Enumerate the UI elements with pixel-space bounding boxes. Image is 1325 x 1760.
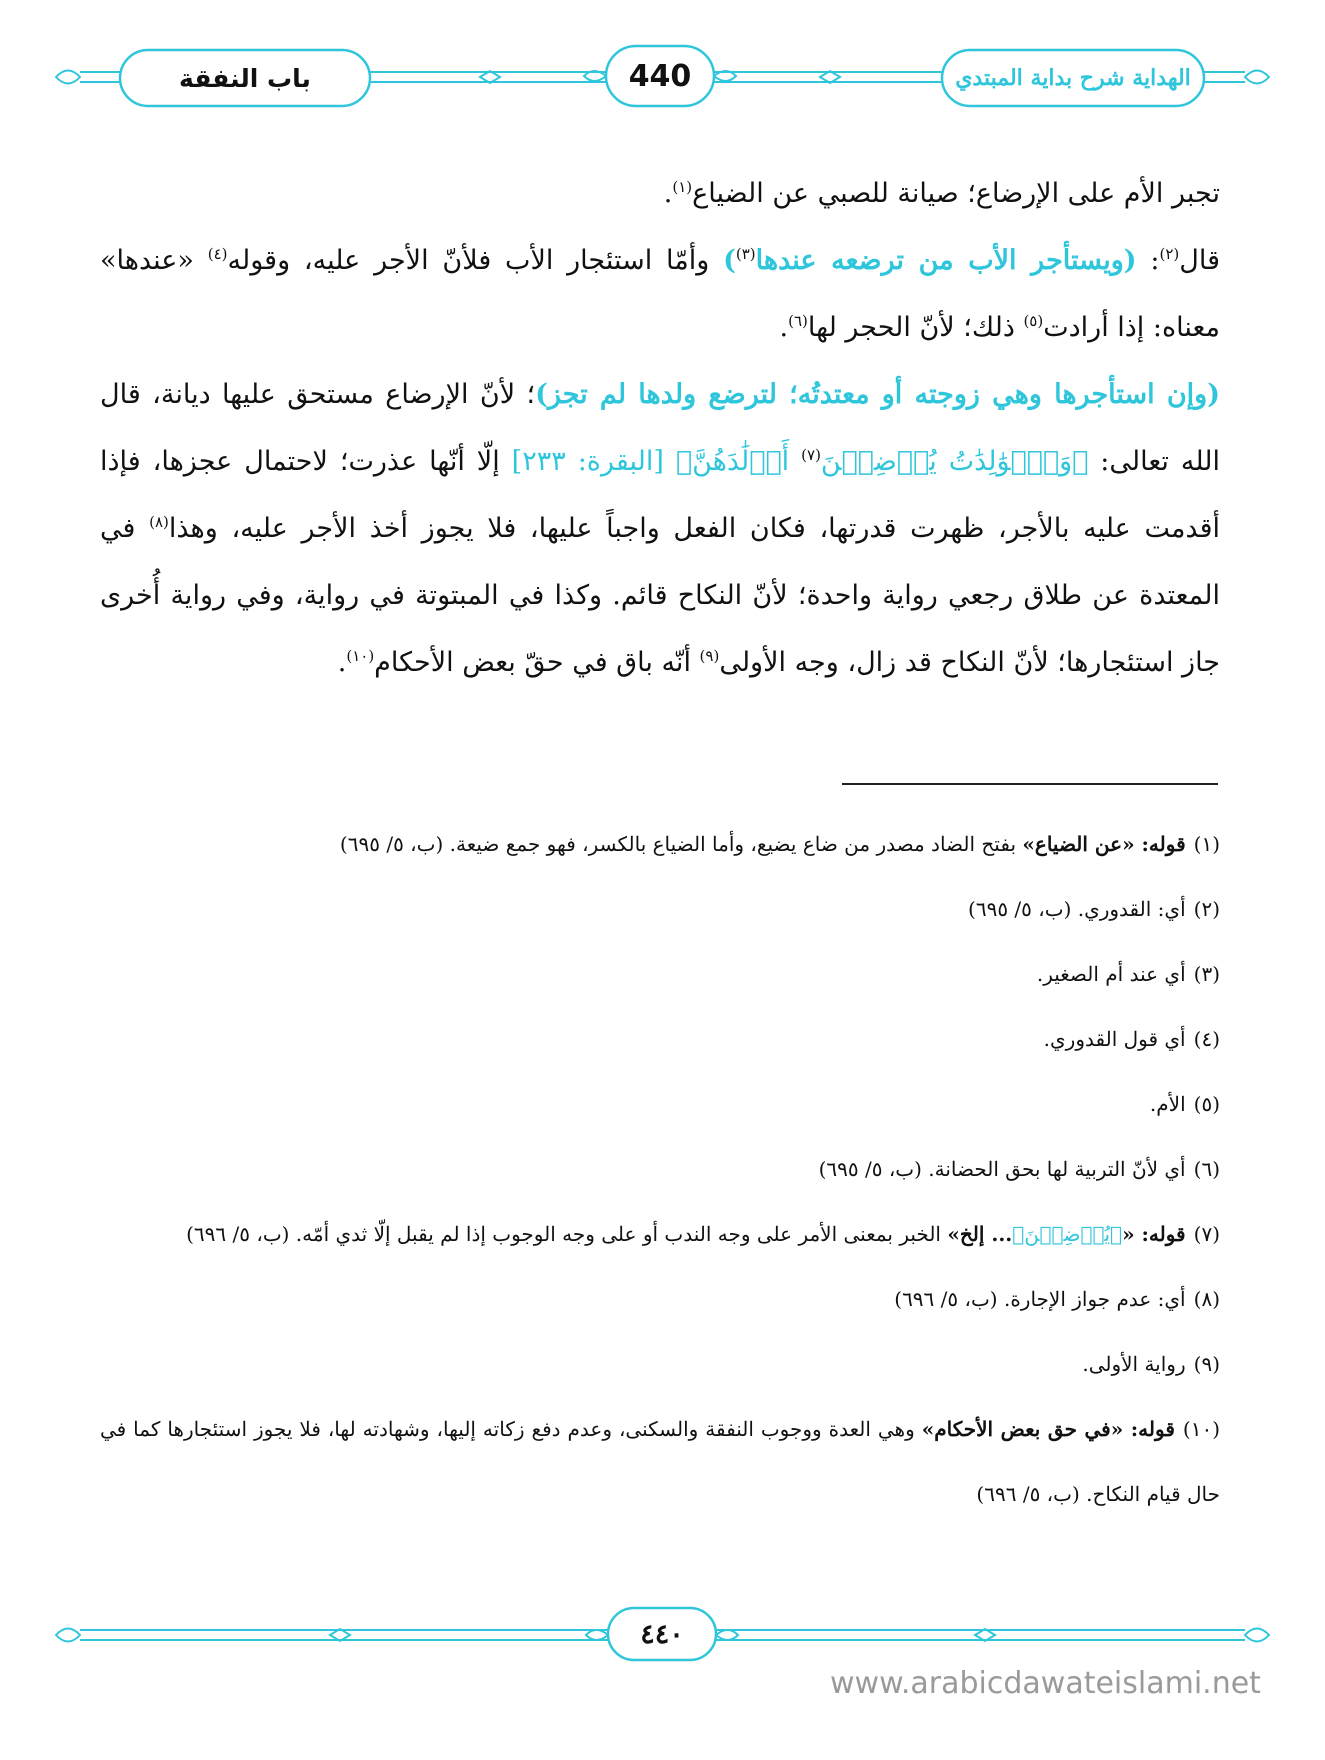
footnote-number: (٦) — [1193, 1157, 1220, 1181]
footnote-ref: (١٠) — [346, 647, 375, 665]
footnote-ref: (٦) — [788, 312, 808, 330]
footnote-number: (٥) — [1193, 1092, 1220, 1116]
footnote — [100, 1332, 1220, 1397]
footnote-ref: (٣) — [735, 245, 756, 263]
footnote-number: (٧) — [1193, 1222, 1220, 1246]
book-title — [942, 50, 1204, 106]
matn-text: (وإن استأجرها وهي زوجته أو معتدتُه؛ لترضع ولدها لم تجز) — [535, 379, 1220, 410]
footnote-number: (٢) — [1193, 897, 1220, 921]
footer-page-number: ٤٤٠ — [640, 1618, 684, 1650]
text-run: أي: القدوري. (ب، ٥/ ٦٩٥) — [968, 897, 1186, 921]
text-run: قال — [1179, 245, 1220, 276]
text-run: رواية الأولى. — [1082, 1352, 1186, 1376]
quoted-term: ... إلخ» — [947, 1222, 1013, 1246]
header-page-number — [606, 46, 714, 106]
footnote — [100, 1267, 1220, 1332]
quran-quote: أَوۡلَٰدَهُنَّ﴾ [البقرة: ٢٣٣] — [511, 446, 802, 477]
text-run: . — [663, 178, 673, 209]
quoted-term: قوله: «في حق بعض الأحكام» — [921, 1417, 1175, 1441]
website-watermark: www.arabicdawateislami.net — [830, 1666, 1261, 1701]
footnote — [100, 1007, 1220, 1072]
text-run: : — [1136, 245, 1160, 276]
text-run: أي: عدم جواز الإجارة. (ب، ٥/ ٦٩٦) — [894, 1287, 1186, 1311]
footnote-number: (٣) — [1193, 962, 1220, 986]
footnote-number: (٨) — [1193, 1287, 1220, 1311]
quran-quote: ﴿يُرۡضِعۡنَ﴾ — [1012, 1222, 1123, 1246]
footnote-ref: (٨) — [149, 513, 169, 531]
page-header — [0, 0, 1325, 150]
chapter-title — [120, 50, 370, 106]
main-text — [100, 160, 1220, 696]
text-run: بفتح الضاد مصدر من ضاع يضيع، وأما الضياع بالكسر، فهو جمع ضيعة. (ب، ٥/ ٦٩٥) — [339, 832, 1023, 856]
text-run: . — [779, 312, 789, 343]
footnote-number: (١٠) — [1182, 1417, 1220, 1441]
chapter-title-text: باب النفقة — [179, 63, 311, 93]
header-page-number-text: 440 — [628, 58, 692, 94]
footnote-number: (١) — [1193, 832, 1220, 856]
footnotes — [100, 812, 1220, 1527]
text-run: «عندها» معناه: إذا أرادت — [100, 245, 1220, 343]
quoted-term: قوله: «عن الضياع» — [1022, 832, 1186, 856]
text-run: ؛ لأنّ الإرضاع مستحق عليها ديانة، قال الله تعالى: — [100, 379, 1220, 477]
footnote-number: (٤) — [1193, 1027, 1220, 1051]
footnote — [100, 1202, 1220, 1267]
footnote-number: (٩) — [1193, 1352, 1220, 1376]
paragraph — [100, 361, 1220, 696]
footnote-ref: (٤) — [207, 245, 228, 263]
matn-text: ) — [723, 245, 736, 276]
footnote-ref: (٥) — [1023, 312, 1044, 330]
footnote — [100, 942, 1220, 1007]
text-run: تجبر الأم على الإرضاع؛ صيانة للصبي عن الضياع — [692, 178, 1220, 209]
text-run: ذلك؛ لأنّ الحجر لها — [807, 312, 1024, 343]
footnote — [100, 812, 1220, 877]
footnote-ref: (٢) — [1159, 245, 1180, 263]
footnote — [100, 877, 1220, 942]
footnote-separator — [842, 783, 1218, 785]
footnote-ref: (٧) — [801, 446, 821, 464]
text-run: أي عند أم الصغير. — [1036, 962, 1186, 986]
text-run: أنّه باق في حقّ بعض الأحكام — [374, 647, 700, 678]
book-title-text: الهداية شرح بداية المبتدي — [955, 65, 1191, 91]
paragraph — [100, 227, 1220, 361]
text-run: . — [337, 647, 347, 678]
text-run: وهي العدة ووجوب النفقة والسكنى، وعدم دفع زكاته إليها، وشهادته لها، فلا يجوز استئجارها كما في حال قيام النكاح. (ب، ٥/ ٦٩٦) — [100, 1417, 1220, 1506]
footnote — [100, 1072, 1220, 1137]
quran-quote: ﴿وَٱلۡوَٰلِدَٰتُ يُرۡضِعۡنَ — [820, 446, 1089, 477]
text-run: أي قول القدوري. — [1043, 1027, 1186, 1051]
footnote-ref: (٩) — [699, 647, 720, 665]
matn-text: (ويستأجر الأب من ترضعه عندها — [755, 245, 1137, 276]
text-run: الأم. — [1149, 1092, 1186, 1116]
text-run: إلّا أنّها عذرت؛ لاحتمال عجزها، فإذا أقدمت عليه بالأجر، ظهرت قدرتها، فكان الفعل واجباً عليها، فلا يجوز أخذ الأجر عليه، وهذا — [100, 446, 1220, 544]
footnote — [100, 1137, 1220, 1202]
text-run: وأمّا استئجار الأب فلأنّ الأجر عليه، وقوله — [227, 245, 724, 276]
text-run: في المعتدة عن طلاق رجعي رواية واحدة؛ لأنّ النكاح قائم. وكذا في المبتوتة في رواية، وفي رواية أُخرى جاز استئجارها؛ لأنّ النكاح قد زال، وجه الأولى — [100, 513, 1220, 678]
footnote-ref: (١) — [672, 178, 693, 196]
text-run: أي لأنّ التربية لها بحق الحضانة. (ب، ٥/ ٦٩٥) — [818, 1157, 1186, 1181]
footnote — [100, 1397, 1220, 1527]
paragraph — [100, 160, 1220, 227]
text-run: الخبر بمعنى الأمر على وجه الندب أو على وجه الوجوب إذا لم يقبل إلّا ثدي أمّه. (ب، ٥/ ٦٩٦) — [186, 1222, 948, 1246]
quoted-term: قوله: « — [1122, 1222, 1186, 1246]
